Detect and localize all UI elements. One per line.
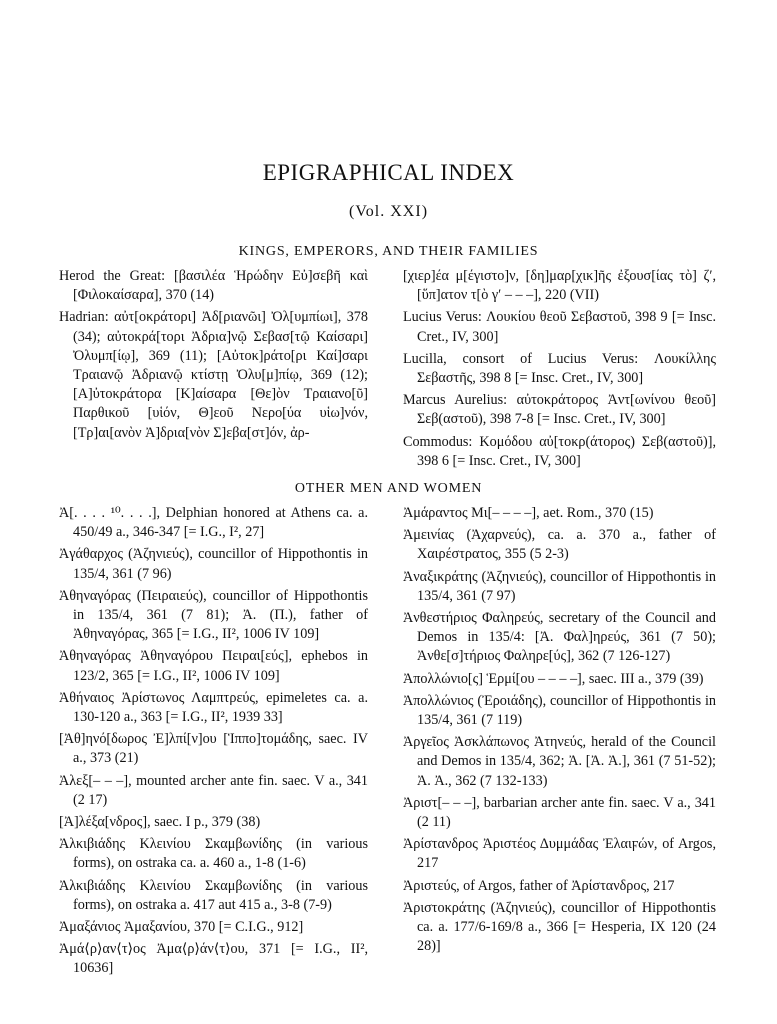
index-entry-herod: Herod the Great: [βασιλέα Ἡρώδην Εὐ]σεβῆ καὶ [Φιλοκαίσαρα], 370 (14) <box>59 268 368 304</box>
index-entry: Ἀ[. . . . ¹⁰. . . .], Delphian honored at Athens ca. a. 450/49 a., 346-347 [= I.G., I², 27] <box>59 505 368 541</box>
index-entry-lucius-verus: Lucius Verus: Λουκίου θεοῦ Σεβαστοῦ, 398 9 [= Insc. Cret., IV, 300] <box>403 309 716 345</box>
index-entry-commodus: Commodus: Κομόδου αὐ[τοκρ(άτορος) Σεβ(αστοῦ)], 398 6 [= Insc. Cret., IV, 300] <box>403 433 716 469</box>
index-entry: Ἀλκιβιάδης Κλεινίου Σκαμβωνίδης (in various forms), on ostraka ca. a. 460 a., 1-8 (1-6) <box>59 836 368 872</box>
index-entry: Ἀργεῖος Ἀσκλάπωνος Ἀτηνεύς, herald of the Council and Demos in 135/4, 362; Ἀ. [Ἀ. Ἀ.], 361 (7 51-52); Ἀ. Ἀ., 362 (7 132-133) <box>403 734 716 789</box>
index-entry: [Ἀ]λέξα[νδρος], saec. I p., 379 (38) <box>59 814 261 831</box>
index-entry: Ἀγάθαρχος (Ἀζηνιεύς), councillor of Hippothontis in 135/4, 361 (7 96) <box>59 546 368 582</box>
index-entry: Ἀθηναγόρας Ἀθηναγόρου Πειραι[εύς], ephebos in 123/2, 365 [= I.G., II², 1006 IV 109] <box>59 648 368 684</box>
index-entry: Ἀθήναιος Ἀρίστωνος Λαμπτρεύς, epimeletes ca. a. 130-120 a., 363 [= I.G., II², 1939 33] <box>59 689 368 726</box>
section-heading-other: OTHER MEN AND WOMEN <box>294 481 483 496</box>
index-entry-marcus-aurelius: Marcus Aurelius: αὐτοκράτορος Ἀντ[ωνίνου θεοῦ] Σεβ(αστοῦ), 398 7-8 [= Insc. Cret., IV, 300] <box>403 392 716 428</box>
kings-right-column <box>403 267 716 474</box>
index-entry: Ἀθηναγόρας (Πειραιεύς), councillor of Hippothontis in 135/4, 361 (7 81); Ἀ. (Π.), father of Ἀθηναγόρας, 365 [= I.G., II², 1006 IV 109] <box>59 587 368 643</box>
index-entry-lucilla: Lucilla, consort of Lucius Verus: Λουκίλλης Σεβαστῆς, 398 8 [= Insc. Cret., IV, 300] <box>403 350 716 387</box>
index-entry: Ἀριστ[– – –], barbarian archer ante fin. saec. V a., 341 (2 11) <box>403 794 716 831</box>
index-entry: Ἀπολλώνιο[ς] Ἑρμί[ου – – – –], saec. III a., 379 (39) <box>403 670 704 687</box>
index-entry-hadrian: Hadrian: αὐτ[οκράτορι] Ἀδ[ριανῶι] Ὀλ[υμπίωι], 378 (34); αὐτοκρά[τορι Ἀδρια]νῷ Σεβασ[τῷ Καίσαρι] Ὀλυμπ[ίῳ], 369 (11); [Αὐτοκ]ράτο[ρι Καί]σαρι Τραιανῷ Ἀδριανῷ κτίστῃ Ὀλυ[μ]πίῳ, 369 (12); [Α]ὐτοκράτορα [Κ]αίσαρα [Θε]ὸν Τραιανο[ῦ] Παρθικοῦ [υἱόν, Θ]εοῦ Νερο[ύα υἱω]νόν, [Τρ]αι[ανὸν Ἀ]δρια[νὸν Σ]εβα[στ]όν, ἀρ- <box>59 309 368 441</box>
index-entry: Ἀρίστανδρος Ἀριστέος Δυμμάδας Ἐλαιϝών, of Argos, 217 <box>403 836 716 872</box>
index-entry-hadrian-cont: [χιερ]έα μ[έγιστο]ν, [δη]μαρ[χικ]ῆς ἐξουσ[ίας τὸ] ζʹ, [ὕπ]ατον τ[ὸ γʹ – – –], 220 (VII) <box>403 268 716 304</box>
volume-label: (Vol. XXI) <box>348 203 429 220</box>
index-entry: Ἀπολλώνιος (Ἐροιάδης), councillor of Hippothontis in 135/4, 361 (7 119) <box>403 692 716 729</box>
index-entry: Ἀμεινίας (Ἀχαρνεύς), ca. a. 370 a., father of Χαιρέστρατος, 355 (5 2-3) <box>403 527 716 563</box>
index-entry: [Ἀθ]ηνό[δωρος Ἐ]λπί[ν]ου [Ἱππο]τομάδης, saec. IV a., 373 (21) <box>59 731 368 767</box>
page-title: EPIGRAPHICAL INDEX <box>262 160 515 185</box>
kings-left-column <box>59 267 368 446</box>
index-entry: Ἀλεξ[– – –], mounted archer ante fin. saec. V a., 341 (2 17) <box>59 772 368 808</box>
index-entry: Ἀνθεστήριος Φαληρεύς, secretary of the Council and Demos in 135/4: [Ἀ. Φαλ]ηρεύς, 361 (7 50); Ἀνθε[σ]τήριος Φαληρε[ύς], 362 (7 126-127) <box>403 610 716 665</box>
other-right-column <box>403 504 716 959</box>
index-entry: Ἀριστοκράτης (Ἀζηνιεύς), councillor of Hippothontis ca. a. 177/6-169/8 a., 366 [= Hesperia, IX 120 (24 28)] <box>403 899 716 955</box>
index-entry: Ἀμαξάνιος Ἀμαξανίου, 370 [= C.I.G., 912] <box>59 919 304 936</box>
index-entry: Ἀριστεύς, of Argos, father of Ἀρίστανδρος, 217 <box>403 877 675 894</box>
index-entry: Ἀμάραντος Μι[– – – –], aet. Rom., 370 (15) <box>403 505 654 521</box>
section-heading-kings: KINGS, EMPERORS, AND THEIR FAMILIES <box>238 244 539 259</box>
other-left-column <box>59 504 368 982</box>
index-entry: Ἀλκιβιάδης Κλεινίου Σκαμβωνίδης (in various forms), on ostraka a. 417 aut 415 a., 3-8 (7-9) <box>59 877 368 913</box>
index-entry: Ἀναξικράτης (Ἀζηνιεύς), councillor of Hippothontis in 135/4, 361 (7 97) <box>403 568 716 604</box>
index-entry: Ἀμά⟨ρ⟩αν⟨τ⟩ος Ἀμα⟨ρ⟩άν⟨τ⟩ου, 371 [= I.G., II², 10636] <box>59 941 368 977</box>
